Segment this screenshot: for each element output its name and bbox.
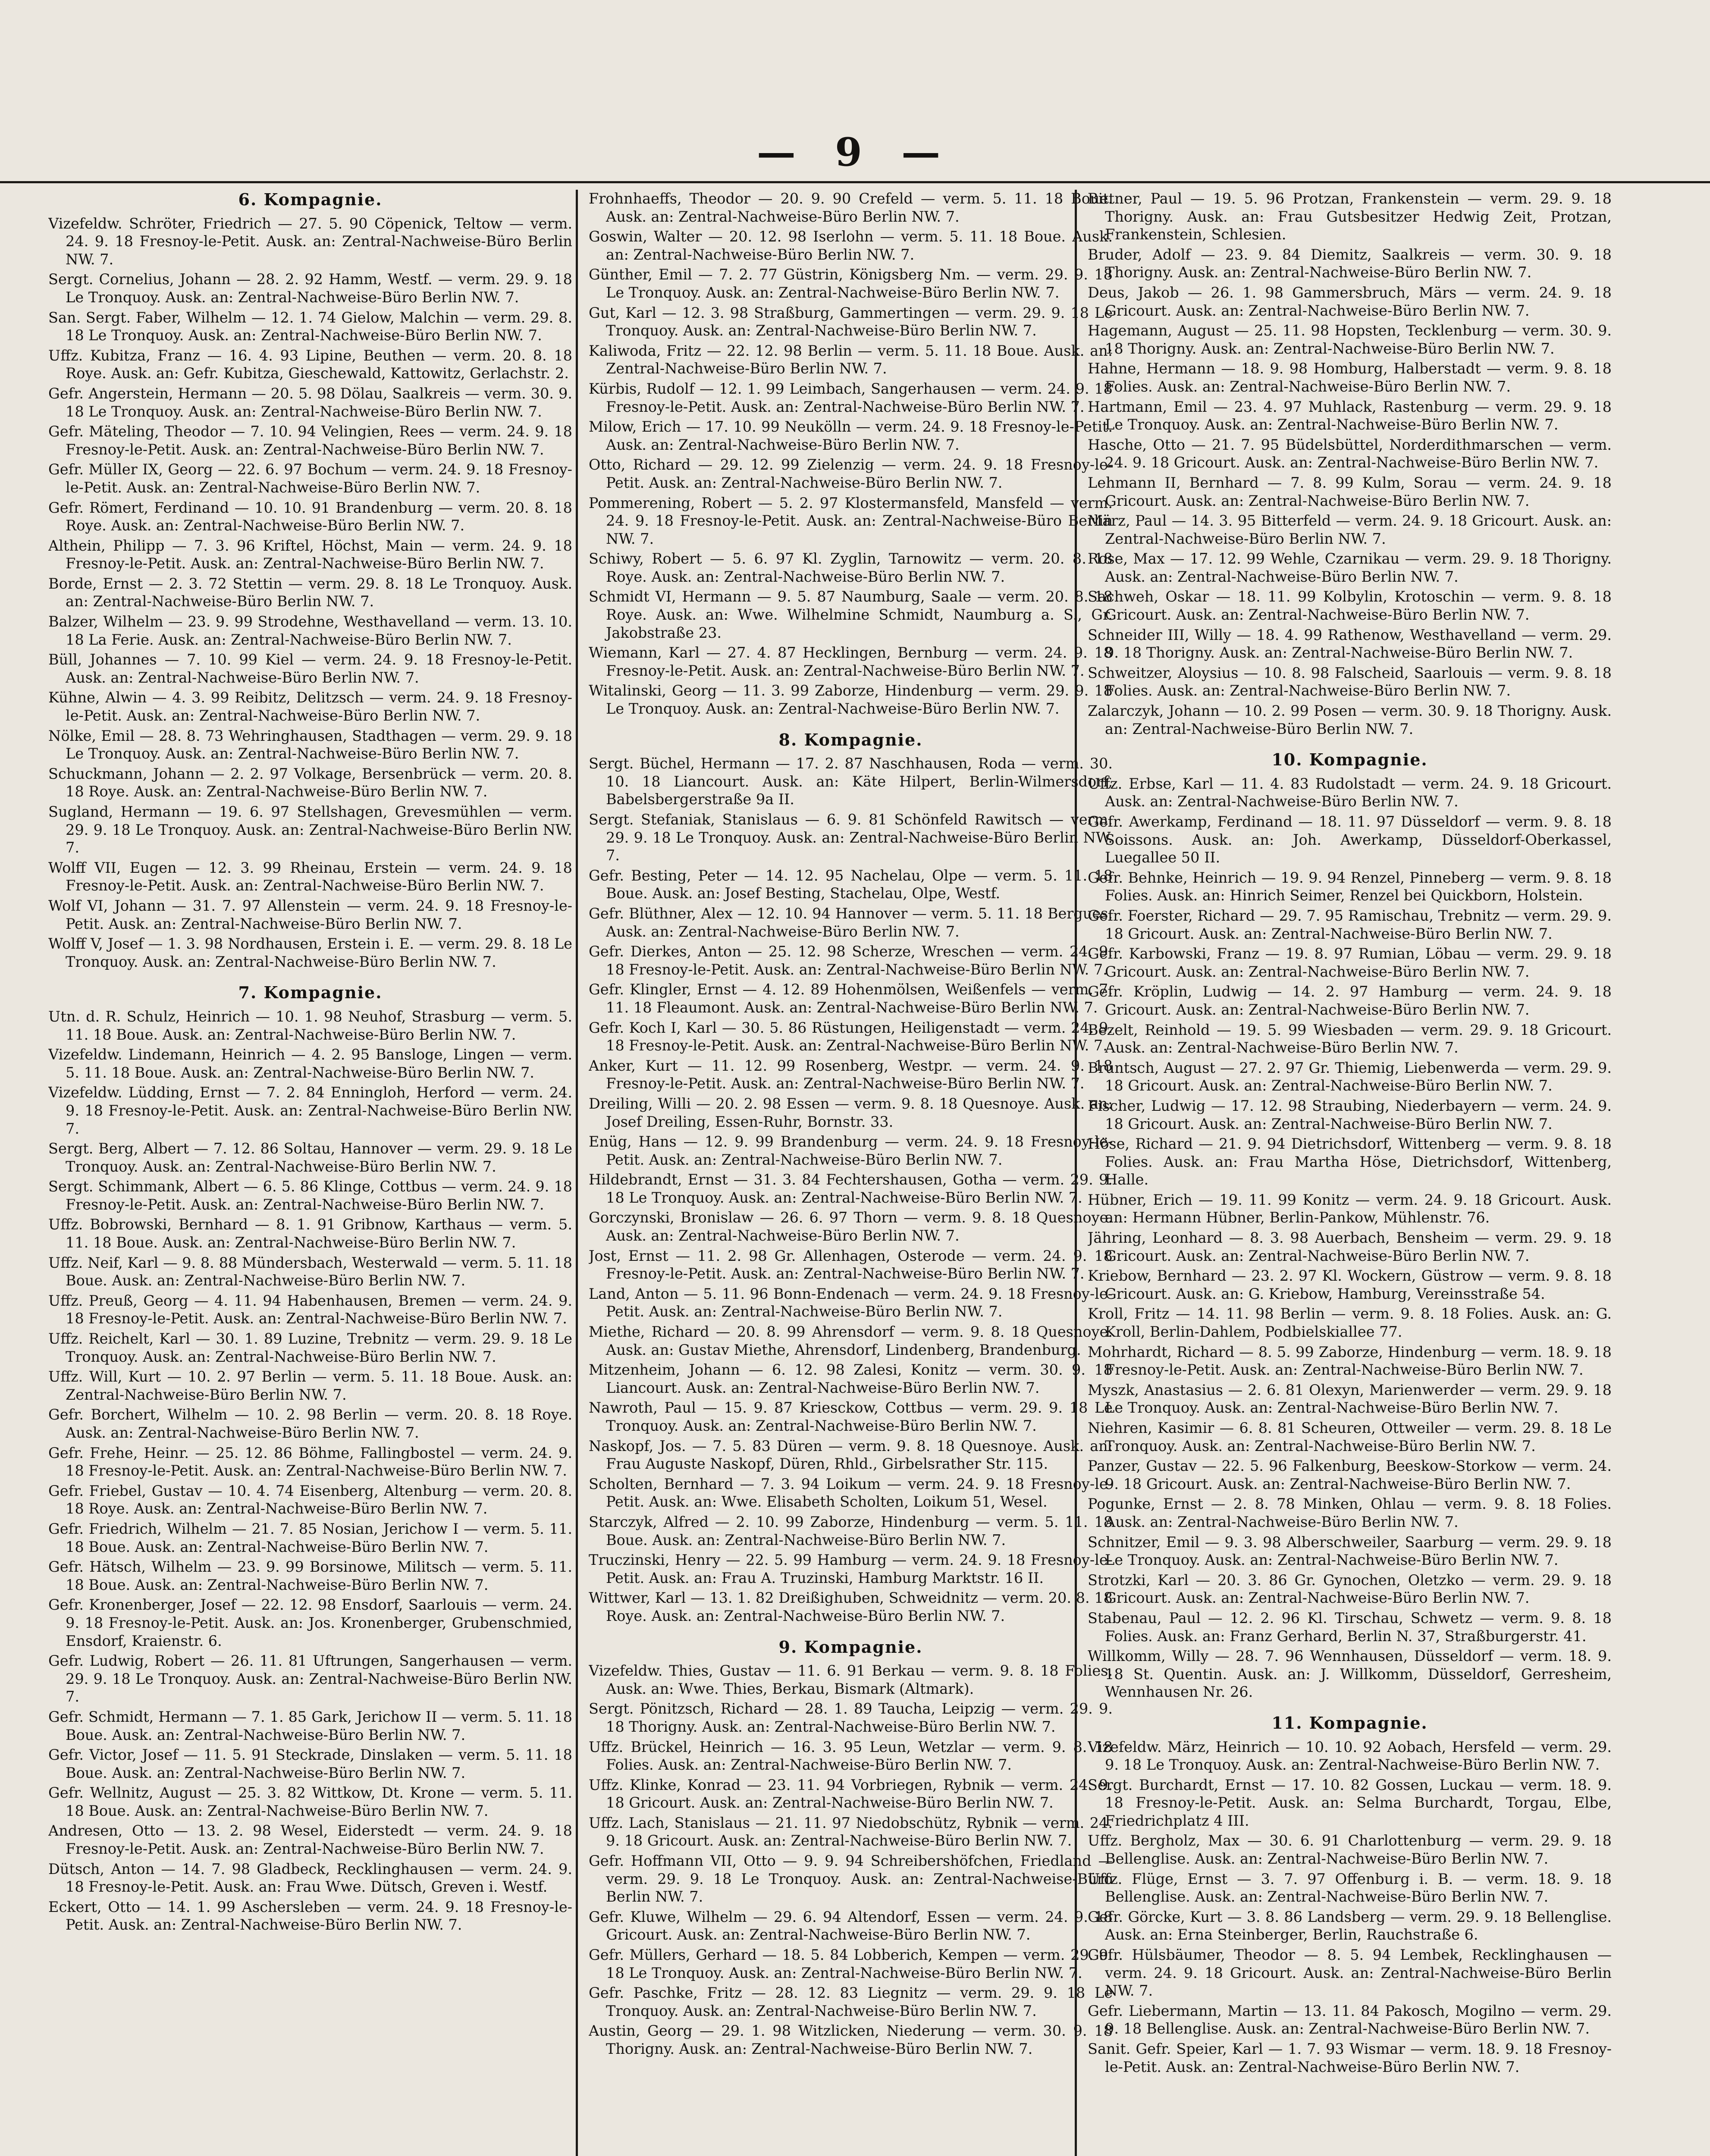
casualty-entry: Gefr. Koch I, Karl — 30. 5. 86 Rüstungen, Heiligenstadt — verm. 24. 9. 18 Fresnoy-le-Petit. Ausk. an: Zentral-Nachweise-Büro Berlin NW. 7. [589, 1019, 1113, 1054]
casualty-entry: Gefr. Victor, Josef — 11. 5. 91 Steckrade, Dinslaken — verm. 5. 11. 18 Boue. Ausk. an: Zentral-Nachweise-Büro Berlin NW. 7. [48, 1746, 572, 1781]
casualty-entry: Gefr. Görcke, Kurt — 3. 8. 86 Landsberg — verm. 29. 9. 18 Bellenglise. Ausk. an: Erna Steinberger, Berlin, Rauchstraße 6. [1088, 1908, 1612, 1943]
casualty-entry: Willkomm, Willy — 28. 7. 96 Wennhausen, Düsseldorf — verm. 18. 9. 18 St. Quentin. Ausk. an: J. Willkomm, Düsseldorf, Gerresheim, Wennhausen Nr. 26. [1088, 1648, 1612, 1701]
casualty-entry: Gefr. Müllers, Gerhard — 18. 5. 84 Lobberich, Kempen — verm. 29. 9. 18 Le Tronquoy. Ausk. an: Zentral-Nachweise-Büro Berlin NW. 7. [589, 1946, 1113, 1981]
casualty-entry: Sergt. Stefaniak, Stanislaus — 6. 9. 81 Schönfeld Rawitsch — verm. 29. 9. 18 Le Tronquoy. Ausk. an: Zentral-Nachweise-Büro Berlin NW. 7. [589, 811, 1113, 864]
casualty-entry: Sergt. Schimmank, Albert — 6. 5. 86 Klinge, Cottbus — verm. 24. 9. 18 Fresnoy-le-Petit. Ausk. an: Zentral-Nachweise-Büro Berlin NW. 7. [48, 1178, 572, 1213]
casualty-entry: Sergt. Cornelius, Johann — 28. 2. 92 Hamm, Westf. — verm. 29. 9. 18 Le Tronquoy. Ausk. an: Zentral-Nachweise-Büro Berlin NW. 7. [48, 271, 572, 306]
casualty-entry: Hildebrandt, Ernst — 31. 3. 84 Fechtershausen, Gotha — verm. 29. 9. 18 Le Tronquoy. Ausk. an: Zentral-Nachweise-Büro Berlin NW. 7. [589, 1171, 1113, 1206]
casualty-entry: Sanit. Gefr. Speier, Karl — 1. 7. 93 Wismar — verm. 18. 9. 18 Fresnoy-le-Petit. Ausk. an: Zentral-Nachweise-Büro Berlin NW. 7. [1088, 2040, 1612, 2075]
casualty-entry: Wolf VI, Johann — 31. 7. 97 Allenstein — verm. 24. 9. 18 Fresnoy-le-Petit. Ausk. an: Zentral-Nachweise-Büro Berlin NW. 7. [48, 897, 572, 932]
casualty-entry: Pommerening, Robert — 5. 2. 97 Klostermansfeld, Mansfeld — verm. 24. 9. 18 Fresnoy-le-Petit. Ausk. an: Zentral-Nachweise-Büro Berlin NW. 7. [589, 494, 1113, 547]
casualty-entry: Zalarczyk, Johann — 10. 2. 99 Posen — verm. 30. 9. 18 Thorigny. Ausk. an: Zentral-Nachweise-Büro Berlin NW. 7. [1088, 702, 1612, 737]
casualty-entry: Gefr. Karbowski, Franz — 19. 8. 97 Rumian, Löbau — verm. 29. 9. 18 Gricourt. Ausk. an: Zentral-Nachweise-Büro Berlin NW. 7. [1088, 945, 1612, 980]
casualty-entry: Gefr. Schmidt, Hermann — 7. 1. 85 Gark, Jerichow II — verm. 5. 11. 18 Boue. Ausk. an: Zentral-Nachweise-Büro Berlin NW. 7. [48, 1708, 572, 1743]
casualty-entry: März, Paul — 14. 3. 95 Bitterfeld — verm. 24. 9. 18 Gricourt. Ausk. an: Zentral-Nachweise-Büro Berlin NW. 7. [1088, 512, 1612, 547]
column-divider [576, 190, 578, 2156]
casualty-entry: Büll, Johannes — 7. 10. 99 Kiel — verm. 24. 9. 18 Fresnoy-le-Petit. Ausk. an: Zentral-Nachweise-Büro Berlin NW. 7. [48, 651, 572, 686]
casualty-entry: Hübner, Erich — 19. 11. 99 Konitz — verm. 24. 9. 18 Gricourt. Ausk. an: Hermann Hübner, Berlin-Pankow, Mühlenstr. 76. [1088, 1191, 1612, 1226]
casualty-entry: Gefr. Paschke, Fritz — 28. 12. 83 Liegnitz — verm. 29. 9. 18 Le Tronquoy. Ausk. an: Zentral-Nachweise-Büro Berlin NW. 7. [589, 1984, 1113, 2019]
casualty-entry: Gefr. Besting, Peter — 14. 12. 95 Nachelau, Olpe — verm. 5. 11. 18 Boue. Ausk. an: Josef Besting, Stachelau, Olpe, Westf. [589, 867, 1113, 902]
casualty-entry: Gefr. Friedrich, Wilhelm — 21. 7. 85 Nosian, Jerichow I — verm. 5. 11. 18 Boue. Ausk. an: Zentral-Nachweise-Büro Berlin NW. 7. [48, 1520, 572, 1555]
casualty-entry: Gefr. Kluwe, Wilhelm — 29. 6. 94 Altendorf, Essen — verm. 24. 9. 18 Gricourt. Ausk. an: Zentral-Nachweise-Büro Berlin NW. 7. [589, 1908, 1113, 1943]
casualty-entry: Kriebow, Bernhard — 23. 2. 97 Kl. Wockern, Güstrow — verm. 9. 8. 18 Gricourt. Ausk. an: G. Kriebow, Hamburg, Vereinsstraße 54. [1088, 1267, 1612, 1302]
casualty-entry: Wolff VII, Eugen — 12. 3. 99 Rheinau, Erstein — verm. 24. 9. 18 Fresnoy-le-Petit. Ausk. an: Zentral-Nachweise-Büro Berlin NW. 7. [48, 859, 572, 894]
section-heading: 7. Kompagnie. [238, 983, 383, 1003]
casualty-entry: Gefr. Awerkamp, Ferdinand — 18. 11. 97 Düsseldorf — verm. 9. 8. 18 Soissons. Ausk. an: Joh. Awerkamp, Düsseldorf-Oberkassel, Luegallee 50 II. [1088, 813, 1612, 866]
casualty-entry: Land, Anton — 5. 11. 96 Bonn-Endenach — verm. 24. 9. 18 Fresnoy-le-Petit. Ausk. an: Zentral-Nachweise-Büro Berlin NW. 7. [589, 1285, 1113, 1320]
column-1 [48, 190, 572, 2156]
casualty-entry: Hartmann, Emil — 23. 4. 97 Muhlack, Rastenburg — verm. 29. 9. 18 Le Tronquoy. Ausk. an: Zentral-Nachweise-Büro Berlin NW. 7. [1088, 398, 1612, 433]
casualty-entry: Höse, Richard — 21. 9. 94 Dietrichsdorf, Wittenberg — verm. 9. 8. 18 Folies. Ausk. an: Frau Martha Höse, Dietrichsdorf, Wittenberg, Halle. [1088, 1135, 1612, 1188]
casualty-entry: Enüg, Hans — 12. 9. 99 Brandenburg — verm. 24. 9. 18 Fresnoy-le-Petit. Ausk. an: Zentral-Nachweise-Büro Berlin NW. 7. [589, 1133, 1113, 1168]
column-3 [1088, 190, 1612, 2156]
casualty-entry: Rose, Max — 17. 12. 99 Wehle, Czarnikau — verm. 29. 9. 18 Thorigny. Ausk. an: Zentral-Nachweise-Büro Berlin NW. 7. [1088, 550, 1612, 585]
casualty-entry: Gefr. Ludwig, Robert — 26. 11. 81 Uftrungen, Sangerhausen — verm. 29. 9. 18 Le Tronquoy. Ausk. an: Zentral-Nachweise-Büro Berlin NW. 7. [48, 1652, 572, 1705]
casualty-entry: Hagemann, August — 25. 11. 98 Hopsten, Tecklenburg — verm. 30. 9. 18 Thorigny. Ausk. an: Zentral-Nachweise-Büro Berlin NW. 7. [1088, 322, 1612, 357]
casualty-entry: Bittner, Paul — 19. 5. 96 Protzan, Frankenstein — verm. 29. 9. 18 Thorigny. Ausk. an: Frau Gutsbesitzer Hedwig Zeit, Protzan, Frankenstein, Schlesien. [1088, 190, 1612, 243]
casualty-entry: Pogunke, Ernst — 2. 8. 78 Minken, Ohlau — verm. 9. 8. 18 Folies. Ausk. an: Zentral-Nachweise-Büro Berlin NW. 7. [1088, 1495, 1612, 1530]
casualty-entry: Truczinski, Henry — 22. 5. 99 Hamburg — verm. 24. 9. 18 Fresnoy-le-Petit. Ausk. an: Frau A. Truzinski, Hamburg Marktstr. 16 II. [589, 1551, 1113, 1586]
casualty-entry: Gut, Karl — 12. 3. 98 Straßburg, Gammertingen — verm. 29. 9. 18 Le Tronquoy. Ausk. an: Zentral-Nachweise-Büro Berlin NW. 7. [589, 304, 1113, 339]
casualty-entry: Gefr. Angerstein, Hermann — 20. 5. 98 Dölau, Saalkreis — verm. 30. 9. 18 Le Tronquoy. Ausk. an: Zentral-Nachweise-Büro Berlin NW. 7. [48, 385, 572, 420]
casualty-entry: Otto, Richard — 29. 12. 99 Zielenzig — verm. 24. 9. 18 Fresnoy-le-Petit. Ausk. an: Zentral-Nachweise-Büro Berlin NW. 7. [589, 456, 1113, 491]
casualty-entry: Vizefeldw. März, Heinrich — 10. 10. 92 Aobach, Hersfeld — verm. 29. 9. 18 Le Tronquoy. Ausk. an: Zentral-Nachweise-Büro Berlin NW. 7. [1088, 1738, 1612, 1774]
casualty-entry: Gefr. Borchert, Wilhelm — 10. 2. 98 Berlin — verm. 20. 8. 18 Roye. Ausk. an: Zentral-Nachweise-Büro Berlin NW. 7. [48, 1406, 572, 1441]
casualty-entry: Goswin, Walter — 20. 12. 98 Iserlohn — verm. 5. 11. 18 Boue. Ausk. an: Zentral-Nachweise-Büro Berlin NW. 7. [589, 228, 1113, 263]
casualty-entry: Schiwy, Robert — 5. 6. 97 Kl. Zyglin, Tarnowitz — verm. 20. 8. 18 Roye. Ausk. an: Zentral-Nachweise-Büro Berlin NW. 7. [589, 550, 1113, 585]
casualty-entry: Stabenau, Paul — 12. 2. 96 Kl. Tirschau, Schwetz — verm. 9. 8. 18 Folies. Ausk. an: Franz Gerhard, Berlin N. 37, Straßburgerstr. 41. [1088, 1609, 1612, 1645]
casualty-entry: Nawroth, Paul — 15. 9. 87 Kriesckow, Cottbus — verm. 29. 9. 18 Le Tronquoy. Ausk. an: Zentral-Nachweise-Büro Berlin NW. 7. [589, 1399, 1113, 1434]
casualty-entry: Gefr. Kröplin, Ludwig — 14. 2. 97 Hamburg — verm. 24. 9. 18 Gricourt. Ausk. an: Zentral-Nachweise-Büro Berlin NW. 7. [1088, 983, 1612, 1018]
casualty-entry: Naskopf, Jos. — 7. 5. 83 Düren — verm. 9. 8. 18 Quesnoye. Ausk. an: Frau Auguste Naskopf, Düren, Rhld., Girbelsrather Str. 115. [589, 1437, 1113, 1473]
casualty-entry: Dütsch, Anton — 14. 7. 98 Gladbeck, Recklinghausen — verm. 24. 9. 18 Fresnoy-le-Petit. Ausk. an: Frau Wwe. Dütsch, Greven i. Westf. [48, 1860, 572, 1896]
casualty-entry: Gefr. Friebel, Gustav — 10. 4. 74 Eisenberg, Altenburg — verm. 20. 8. 18 Roye. Ausk. an: Zentral-Nachweise-Büro Berlin NW. 7. [48, 1482, 572, 1517]
casualty-entry: Gefr. Kronenberger, Josef — 22. 12. 98 Ensdorf, Saarlouis — verm. 24. 9. 18 Fresnoy-le-Petit. Ausk. an: Jos. Kronenberger, Grubenschmied, Ensdorf, Kraienstr. 6. [48, 1596, 572, 1649]
casualty-entry: Gefr. Behnke, Heinrich — 19. 9. 94 Renzel, Pinneberg — verm. 9. 8. 18 Folies. Ausk. an: Hinrich Seimer, Renzel bei Quickborn, Holstein. [1088, 869, 1612, 904]
casualty-entry: Uffz. Neif, Karl — 9. 8. 88 Mündersbach, Westerwald — verm. 5. 11. 18 Boue. Ausk. an: Zentral-Nachweise-Büro Berlin NW. 7. [48, 1254, 572, 1289]
casualty-entry: Kühne, Alwin — 4. 3. 99 Reibitz, Delitzsch — verm. 24. 9. 18 Fresnoy-le-Petit. Ausk. an: Zentral-Nachweise-Büro Berlin NW. 7. [48, 689, 572, 724]
casualty-entry: Niehren, Kasimir — 6. 8. 81 Scheuren, Ottweiler — verm. 29. 8. 18 Le Tronquoy. Ausk. an: Zentral-Nachweise-Büro Berlin NW. 7. [1088, 1420, 1612, 1454]
casualty-entry: Gorczynski, Bronislaw — 26. 6. 97 Thorn — verm. 9. 8. 18 Quesnoye. Ausk. an: Zentral-Nachweise-Büro Berlin NW. 7. [589, 1209, 1113, 1244]
section-heading: 9. Kompagnie. [778, 1637, 923, 1657]
casualty-entry: Günther, Emil — 7. 2. 77 Güstrin, Königsberg Nm. — verm. 29. 9. 18 Le Tronquoy. Ausk. an: Zentral-Nachweise-Büro Berlin NW. 7. [589, 266, 1113, 301]
casualty-entry: Sergt. Burchardt, Ernst — 17. 10. 82 Gossen, Luckau — verm. 18. 9. 18 Fresnoy-le-Petit. Ausk. an: Selma Burchardt, Torgau, Elbe, Friedrichplatz 4 III. [1088, 1776, 1612, 1829]
page-number: — 9 — [756, 129, 954, 175]
casualty-entry: Gefr. Frehe, Heinr. — 25. 12. 86 Böhme, Fallingbostel — verm. 24. 9. 18 Fresnoy-le-Petit. Ausk. an: Zentral-Nachweise-Büro Berlin NW. 7. [48, 1444, 572, 1479]
casualty-entry: Uffz. Lach, Stanislaus — 21. 11. 97 Niedobschütz, Rybnik — verm. 24. 9. 18 Gricourt. Ausk. an: Zentral-Nachweise-Büro Berlin NW. 7. [589, 1814, 1113, 1849]
casualty-entry: Panzer, Gustav — 22. 5. 96 Falkenburg, Beeskow-Storkow — verm. 24. 9. 18 Gricourt. Ausk. an: Zentral-Nachweise-Büro Berlin NW. 7. [1088, 1457, 1612, 1492]
casualty-entry: Gefr. Foerster, Richard — 29. 7. 95 Ramischau, Trebnitz — verm. 29. 9. 18 Gricourt. Ausk. an: Zentral-Nachweise-Büro Berlin NW. 7. [1088, 907, 1612, 942]
casualty-entry: Austin, Georg — 29. 1. 98 Witzlicken, Niederung — verm. 30. 9. 18 Thorigny. Ausk. an: Zentral-Nachweise-Büro Berlin NW. 7. [589, 2022, 1113, 2057]
casualty-entry: Myszk, Anastasius — 2. 6. 81 Olexyn, Marienwerder — verm. 29. 9. 18 Le Tronquoy. Ausk. an: Zentral-Nachweise-Büro Berlin NW. 7. [1088, 1381, 1612, 1416]
casualty-entry: Gefr. Hülsbäumer, Theodor — 8. 5. 94 Lembek, Recklinghausen — verm. 24. 9. 18 Gricourt. Ausk. an: Zentral-Nachweise-Büro Berlin NW. 7. [1088, 1946, 1612, 1999]
column-2 [589, 190, 1113, 2156]
casualty-entry: Jähring, Leonhard — 8. 3. 98 Auerbach, Bensheim — verm. 29. 9. 18 Gricourt. Ausk. an: Zentral-Nachweise-Büro Berlin NW. 7. [1088, 1229, 1612, 1264]
casualty-entry: Dreiling, Willi — 20. 2. 98 Essen — verm. 9. 8. 18 Quesnoye. Ausk. an: Josef Dreiling, Essen-Ruhr, Bornstr. 33. [589, 1095, 1113, 1130]
casualty-entry: Sugland, Hermann — 19. 6. 97 Stellshagen, Grevesmühlen — verm. 29. 9. 18 Le Tronquoy. Ausk. an: Zentral-Nachweise-Büro Berlin NW. 7. [48, 803, 572, 856]
casualty-entry: Uffz. Kubitza, Franz — 16. 4. 93 Lipine, Beuthen — verm. 20. 8. 18 Roye. Ausk. an: Gefr. Kubitza, Gieschewald, Kattowitz, Gerlachstr. 2. [48, 347, 572, 382]
casualty-entry: Mitzenheim, Johann — 6. 12. 98 Zalesi, Konitz — verm. 30. 9. 18 Liancourt. Ausk. an: Zentral-Nachweise-Büro Berlin NW. 7. [589, 1361, 1113, 1396]
casualty-entry: Vizefeldw. Lindemann, Heinrich — 4. 2. 95 Bansloge, Lingen — verm. 5. 11. 18 Boue. Ausk. an: Zentral-Nachweise-Büro Berlin NW. 7. [48, 1046, 572, 1081]
casualty-entry: Deus, Jakob — 26. 1. 98 Gammersbruch, Märs — verm. 24. 9. 18 Gricourt. Ausk. an: Zentral-Nachweise-Büro Berlin NW. 7. [1088, 284, 1612, 319]
casualty-entry: Gefr. Römert, Ferdinand — 10. 10. 91 Brandenburg — verm. 20. 8. 18 Roye. Ausk. an: Zentral-Nachweise-Büro Berlin NW. 7. [48, 499, 572, 534]
casualty-entry: Gefr. Hätsch, Wilhelm — 23. 9. 99 Borsinowe, Militsch — verm. 5. 11. 18 Boue. Ausk. an: Zentral-Nachweise-Büro Berlin NW. 7. [48, 1558, 572, 1593]
casualty-entry: Uffz. Will, Kurt — 10. 2. 97 Berlin — verm. 5. 11. 18 Boue. Ausk. an: Zentral-Nachweise-Büro Berlin NW. 7. [48, 1368, 572, 1403]
casualty-entry: Bezelt, Reinhold — 19. 5. 99 Wiesbaden — verm. 29. 9. 18 Gricourt. Ausk. an: Zentral-Nachweise-Büro Berlin NW. 7. [1088, 1021, 1612, 1056]
casualty-entry: Kroll, Fritz — 14. 11. 98 Berlin — verm. 9. 8. 18 Folies. Ausk. an: G. Kroll, Berlin-Dahlem, Podbielskiallee 77. [1088, 1305, 1612, 1341]
casualty-entry: Uffz. Brückel, Heinrich — 16. 3. 95 Leun, Wetzlar — verm. 9. 8. 18 Folies. Ausk. an: Zentral-Nachweise-Büro Berlin NW. 7. [589, 1738, 1113, 1774]
casualty-entry: Hahne, Hermann — 18. 9. 98 Homburg, Halberstadt — verm. 9. 8. 18 Folies. Ausk. an: Zentral-Nachweise-Büro Berlin NW. 7. [1088, 360, 1612, 395]
casualty-entry: Bruntsch, August — 27. 2. 97 Gr. Thiemig, Liebenwerda — verm. 29. 9. 18 Gricourt. Ausk. an: Zentral-Nachweise-Büro Berlin NW. 7. [1088, 1059, 1612, 1094]
casualty-entry: Vizefeldw. Schröter, Friedrich — 27. 5. 90 Cöpenick, Teltow — verm. 24. 9. 18 Fresnoy-le-Petit. Ausk. an: Zentral-Nachweise-Büro Berlin NW. 7. [48, 215, 572, 268]
section-heading: 6. Kompagnie. [238, 190, 383, 209]
casualty-entry: Uffz. Preuß, Georg — 4. 11. 94 Habenhausen, Bremen — verm. 24. 9. 18 Fresnoy-le-Petit. Ausk. an: Zentral-Nachweise-Büro Berlin NW. 7. [48, 1292, 572, 1327]
casualty-entry: Starczyk, Alfred — 2. 10. 99 Zaborze, Hindenburg — verm. 5. 11. 18 Boue. Ausk. an: Zentral-Nachweise-Büro Berlin NW. 7. [589, 1513, 1113, 1548]
casualty-entry: Milow, Erich — 17. 10. 99 Neukölln — verm. 24. 9. 18 Fresnoy-le-Petit. Ausk. an: Zentral-Nachweise-Büro Berlin NW. 7. [589, 418, 1113, 453]
casualty-entry: Gefr. Blüthner, Alex — 12. 10. 94 Hannover — verm. 5. 11. 18 Bergues. Ausk. an: Zentral-Nachweise-Büro Berlin NW. 7. [589, 905, 1113, 940]
casualty-entry: Uffz. Flüge, Ernst — 3. 7. 97 Offenburg i. B. — verm. 18. 9. 18 Bellenglise. Ausk. an: Zentral-Nachweise-Büro Berlin NW. 7. [1088, 1870, 1612, 1905]
casualty-entry: Uffz. Reichelt, Karl — 30. 1. 89 Luzine, Trebnitz — verm. 29. 9. 18 Le Tronquoy. Ausk. an: Zentral-Nachweise-Büro Berlin NW. 7. [48, 1330, 572, 1365]
casualty-entry: Borde, Ernst — 2. 3. 72 Stettin — verm. 29. 8. 18 Le Tronquoy. Ausk. an: Zentral-Nachweise-Büro Berlin NW. 7. [48, 575, 572, 610]
casualty-entry: Frohnhaeffs, Theodor — 20. 9. 90 Crefeld — verm. 5. 11. 18 Boue. Ausk. an: Zentral-Nachweise-Büro Berlin NW. 7. [589, 190, 1113, 225]
casualty-entry: Wolff V, Josef — 1. 3. 98 Nordhausen, Erstein i. E. — verm. 29. 8. 18 Le Tronquoy. Ausk. an: Zentral-Nachweise-Büro Berlin NW. 7. [48, 935, 572, 970]
casualty-entry: Vizefeldw. Thies, Gustav — 11. 6. 91 Berkau — verm. 9. 8. 18 Folies. Ausk. an: Wwe. Thies, Berkau, Bismark (Altmark). [589, 1662, 1113, 1697]
casualty-entry: Mohrhardt, Richard — 8. 5. 99 Zaborze, Hindenburg — verm. 18. 9. 18 Fresnoy-le-Petit. Ausk. an: Zentral-Nachweise-Büro Berlin NW. 7. [1088, 1343, 1612, 1379]
casualty-entry: Witalinski, Georg — 11. 3. 99 Zaborze, Hindenburg — verm. 29. 9. 18 Le Tronquoy. Ausk. an: Zentral-Nachweise-Büro Berlin NW. 7. [589, 682, 1113, 718]
casualty-entry: Uffz. Erbse, Karl — 11. 4. 83 Rudolstadt — verm. 24. 9. 18 Gricourt. Ausk. an: Zentral-Nachweise-Büro Berlin NW. 7. [1088, 775, 1612, 810]
casualty-entry: Balzer, Wilhelm — 23. 9. 99 Strodehne, Westhavelland — verm. 13. 10. 18 La Ferie. Ausk. an: Zentral-Nachweise-Büro Berlin NW. 7. [48, 613, 572, 648]
casualty-entry: Schnitzer, Emil — 9. 3. 98 Alberschweiler, Saarburg — verm. 29. 9. 18 Le Tronquoy. Ausk. an: Zentral-Nachweise-Büro Berlin NW. 7. [1088, 1533, 1612, 1569]
casualty-entry: Fischer, Ludwig — 17. 12. 98 Straubing, Niederbayern — verm. 24. 9. 18 Gricourt. Ausk. an: Zentral-Nachweise-Büro Berlin NW. 7. [1088, 1097, 1612, 1132]
casualty-entry: Andresen, Otto — 13. 2. 98 Wesel, Eiderstedt — verm. 24. 9. 18 Fresnoy-le-Petit. Ausk. an: Zentral-Nachweise-Büro Berlin NW. 7. [48, 1822, 572, 1858]
casualty-entry: Eckert, Otto — 14. 1. 99 Aschersleben — verm. 24. 9. 18 Fresnoy-le-Petit. Ausk. an: Zentral-Nachweise-Büro Berlin NW. 7. [48, 1898, 572, 1934]
casualty-entry: Uffz. Bobrowski, Bernhard — 8. 1. 91 Gribnow, Karthaus — verm. 5. 11. 18 Boue. Ausk. an: Zentral-Nachweise-Büro Berlin NW. 7. [48, 1216, 572, 1251]
casualty-entry: Nölke, Emil — 28. 8. 73 Wehringhausen, Stadthagen — verm. 29. 9. 18 Le Tronquoy. Ausk. an: Zentral-Nachweise-Büro Berlin NW. 7. [48, 727, 572, 762]
casualty-entry: Gefr. Hoffmann VII, Otto — 9. 9. 94 Schreibershöfchen, Friedland — verm. 29. 9. 18 Le Tronquoy. Ausk. an: Zentral-Nachweise-Büro Berlin NW. 7. [589, 1852, 1113, 1905]
casualty-entry: Schuckmann, Johann — 2. 2. 97 Volkage, Bersenbrück — verm. 20. 8. 18 Roye. Ausk. an: Zentral-Nachweise-Büro Berlin NW. 7. [48, 765, 572, 800]
casualty-entry: Strotzki, Karl — 20. 3. 86 Gr. Gynochen, Oletzko — verm. 29. 9. 18 Gricourt. Ausk. an: Zentral-Nachweise-Büro Berlin NW. 7. [1088, 1571, 1612, 1607]
casualty-entry: Bruder, Adolf — 23. 9. 84 Diemitz, Saalkreis — verm. 30. 9. 18 Thorigny. Ausk. an: Zentral-Nachweise-Büro Berlin NW. 7. [1088, 246, 1612, 281]
casualty-entry: Anker, Kurt — 11. 12. 99 Rosenberg, Westpr. — verm. 24. 9. 18 Fresnoy-le-Petit. Ausk. an: Zentral-Nachweise-Büro Berlin NW. 7. [589, 1057, 1113, 1092]
casualty-entry: Miethe, Richard — 20. 8. 99 Ahrensdorf — verm. 9. 8. 18 Quesnoye. Ausk. an: Gustav Miethe, Ahrensdorf, Lindenberg, Brandenburg. [589, 1323, 1113, 1358]
casualty-entry: Gefr. Müller IX, Georg — 22. 6. 97 Bochum — verm. 24. 9. 18 Fresnoy-le-Petit. Ausk. an: Zentral-Nachweise-Büro Berlin NW. 7. [48, 461, 572, 496]
section-heading: 10. Kompagnie. [1271, 750, 1428, 770]
casualty-entry: Gefr. Klingler, Ernst — 4. 12. 89 Hohenmölsen, Weißenfels — verm. 7. 11. 18 Fleaumont. Ausk. an: Zentral-Nachweise-Büro Berlin NW. 7. [589, 981, 1113, 1016]
casualty-entry: Gefr. Liebermann, Martin — 13. 11. 84 Pakosch, Mogilno — verm. 29. 9. 18 Bellenglise. Ausk. an: Zentral-Nachweise-Büro Berlin NW. 7. [1088, 2002, 1612, 2037]
casualty-entry: Hasche, Otto — 21. 7. 95 Büdelsbüttel, Norderdithmarschen — verm. 24. 9. 18 Gricourt. Ausk. an: Zentral-Nachweise-Büro Berlin NW. 7. [1088, 436, 1612, 471]
casualty-entry: Sergt. Pönitzsch, Richard — 28. 1. 89 Taucha, Leipzig — verm. 29. 9. 18 Thorigny. Ausk. an: Zentral-Nachweise-Büro Berlin NW. 7. [589, 1700, 1113, 1735]
casualty-entry: Althein, Philipp — 7. 3. 96 Kriftel, Höchst, Main — verm. 24. 9. 18 Fresnoy-le-Petit. Ausk. an: Zentral-Nachweise-Büro Berlin NW. 7. [48, 537, 572, 572]
casualty-entry: Kürbis, Rudolf — 12. 1. 99 Leimbach, Sangerhausen — verm. 24. 9. 18 Fresnoy-le-Petit. Ausk. an: Zentral-Nachweise-Büro Berlin NW. 7. [589, 380, 1113, 415]
casualty-entry: Sachweh, Oskar — 18. 11. 99 Kolbylin, Krotoschin — verm. 9. 8. 18 Gricourt. Ausk. an: Zentral-Nachweise-Büro Berlin NW. 7. [1088, 588, 1612, 624]
casualty-entry: Scholten, Bernhard — 7. 3. 94 Loikum — verm. 24. 9. 18 Fresnoy-le-Petit. Ausk. an: Wwe. Elisabeth Scholten, Loikum 51, Wesel. [589, 1475, 1113, 1510]
casualty-entry: Schweitzer, Aloysius — 10. 8. 98 Falscheid, Saarlouis — verm. 9. 8. 18 Folies. Ausk. an: Zentral-Nachweise-Büro Berlin NW. 7. [1088, 664, 1612, 699]
casualty-entry: Lehmann II, Bernhard — 7. 8. 99 Kulm, Sorau — verm. 24. 9. 18 Gricourt. Ausk. an: Zentral-Nachweise-Büro Berlin NW. 7. [1088, 474, 1612, 509]
casualty-entry: Jost, Ernst — 11. 2. 98 Gr. Allenhagen, Osterode — verm. 24. 9. 18 Fresnoy-le-Petit. Ausk. an: Zentral-Nachweise-Büro Berlin NW. 7. [589, 1247, 1113, 1282]
casualty-entry: San. Sergt. Faber, Wilhelm — 12. 1. 74 Gielow, Malchin — verm. 29. 8. 18 Le Tronquoy. Ausk. an: Zentral-Nachweise-Büro Berlin NW. 7. [48, 309, 572, 344]
casualty-entry: Gefr. Dierkes, Anton — 25. 12. 98 Scherze, Wreschen — verm. 24. 9. 18 Fresnoy-le-Petit. Ausk. an: Zentral-Nachweise-Büro Berlin NW. 7. [589, 943, 1113, 978]
casualty-entry: Schmidt VI, Hermann — 9. 5. 87 Naumburg, Saale — verm. 20. 8. 18 Roye. Ausk. an: Wwe. Wilhelmine Schmidt, Naumburg a. S., Gr. Jakobstraße 23. [589, 588, 1113, 641]
casualty-entry: Uffz. Bergholz, Max — 30. 6. 91 Charlottenburg — verm. 29. 9. 18 Bellenglise. Ausk. an: Zentral-Nachweise-Büro Berlin NW. 7. [1088, 1832, 1612, 1868]
casualty-entry: Gefr. Mäteling, Theodor — 7. 10. 94 Velingien, Rees — verm. 24. 9. 18 Fresnoy-le-Petit. Ausk. an: Zentral-Nachweise-Büro Berlin NW. 7. [48, 423, 572, 458]
casualty-entry: Schneider III, Willy — 18. 4. 99 Rathenow, Westhavelland — verm. 29. 9. 18 Thorigny. Ausk. an: Zentral-Nachweise-Büro Berlin NW. 7. [1088, 626, 1612, 661]
section-heading: 8. Kompagnie. [778, 730, 923, 749]
casualty-entry: Wittwer, Karl — 13. 1. 82 Dreißighuben, Schweidnitz — verm. 20. 8. 18 Roye. Ausk. an: Zentral-Nachweise-Büro Berlin NW. 7. [589, 1589, 1113, 1624]
casualty-entry: Utn. d. R. Schulz, Heinrich — 10. 1. 98 Neuhof, Strasburg — verm. 5. 11. 18 Boue. Ausk. an: Zentral-Nachweise-Büro Berlin NW. 7. [48, 1008, 572, 1043]
casualty-entry: Gefr. Wellnitz, August — 25. 3. 82 Wittkow, Dt. Krone — verm. 5. 11. 18 Boue. Ausk. an: Zentral-Nachweise-Büro Berlin NW. 7. [48, 1784, 572, 1819]
casualty-entry: Sergt. Berg, Albert — 7. 12. 86 Soltau, Hannover — verm. 29. 9. 18 Le Tronquoy. Ausk. an: Zentral-Nachweise-Büro Berlin NW. 7. [48, 1140, 572, 1175]
casualty-entry: Sergt. Büchel, Hermann — 17. 2. 87 Naschhausen, Roda — verm. 30. 10. 18 Liancourt. Ausk. an: Käte Hilpert, Berlin-Wilmersdorf, Babelsbergerstraße 9a II. [589, 755, 1113, 808]
casualty-entry: Vizefeldw. Lüdding, Ernst — 7. 2. 84 Enningloh, Herford — verm. 24. 9. 18 Fresnoy-le-Petit. Ausk. an: Zentral-Nachweise-Büro Berlin NW. 7. [48, 1084, 572, 1137]
section-heading: 11. Kompagnie. [1271, 1713, 1428, 1733]
casualty-entry: Wiemann, Karl — 27. 4. 87 Hecklingen, Bernburg — verm. 24. 9. 18 Fresnoy-le-Petit. Ausk. an: Zentral-Nachweise-Büro Berlin NW. 7. [589, 644, 1113, 679]
casualty-entry: Uffz. Klinke, Konrad — 23. 11. 94 Vorbriegen, Rybnik — verm. 24. 9. 18 Gricourt. Ausk. an: Zentral-Nachweise-Büro Berlin NW. 7. [589, 1776, 1113, 1811]
casualty-entry: Kaliwoda, Fritz — 22. 12. 98 Berlin — verm. 5. 11. 18 Boue. Ausk. an: Zentral-Nachweise-Büro Berlin NW. 7. [589, 342, 1113, 377]
